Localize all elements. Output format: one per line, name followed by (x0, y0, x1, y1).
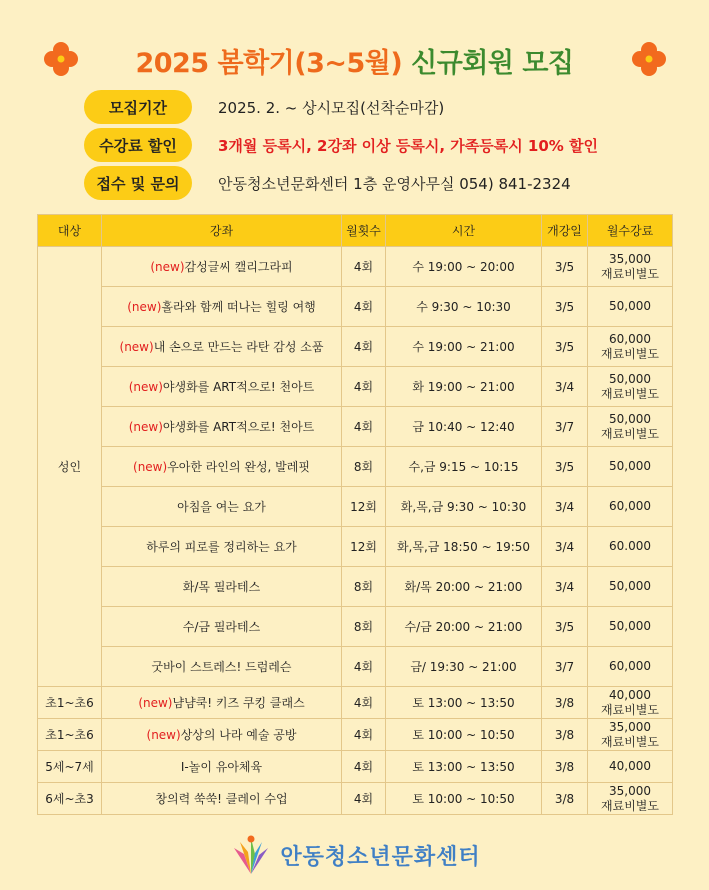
cell-count: 8회 (342, 567, 386, 607)
course-name: 내 손으로 만드는 라탄 감성 소품 (153, 340, 324, 354)
course-name: 상상의 나라 예술 공방 (180, 728, 297, 742)
cell-course (102, 447, 342, 487)
course-table (37, 214, 673, 815)
cell-count: 4회 (342, 647, 386, 687)
cell-start: 3/5 (542, 247, 588, 287)
table-row (38, 407, 673, 447)
info-text-discount: 3개월 등록시, 2강좌 이상 등록시, 가족등록시 10% 할인 (218, 136, 599, 155)
info-row-period (84, 90, 644, 124)
cell-time: 금 10:40 ~ 12:40 (386, 407, 542, 447)
page-title-row (0, 30, 709, 90)
fee-value: 60,000 (609, 499, 651, 513)
cell-start: 3/8 (542, 687, 588, 719)
info-row-discount (84, 128, 644, 162)
flower-icon (632, 42, 666, 76)
cell-start: 3/8 (542, 719, 588, 751)
course-name: 야생화를 ART적으로! 천아트 (162, 420, 315, 434)
cell-count: 4회 (342, 287, 386, 327)
cell-fee (588, 527, 673, 567)
info-label-discount: 수강료 할인 (84, 128, 192, 162)
course-name: 화/목 필라테스 (182, 580, 261, 594)
new-tag: (new) (133, 460, 168, 474)
cell-course (102, 327, 342, 367)
cell-count: 4회 (342, 327, 386, 367)
cell-course (102, 407, 342, 447)
course-name: 굿바이 스트레스! 드럼레슨 (151, 660, 292, 674)
fee-value: 35,000 (609, 251, 651, 266)
cell-count: 4회 (342, 367, 386, 407)
cell-count: 12회 (342, 487, 386, 527)
cell-fee (588, 607, 673, 647)
cell-count: 8회 (342, 607, 386, 647)
cell-count: 4회 (342, 247, 386, 287)
fee-value: 35,000 (609, 719, 651, 734)
course-name: 창의력 쑥쑥! 클레이 수업 (155, 792, 288, 806)
cell-start: 3/4 (542, 367, 588, 407)
footer-logo (0, 830, 709, 880)
cell-start: 3/5 (542, 447, 588, 487)
cell-fee (588, 783, 673, 815)
cell-time: 토 10:00 ~ 10:50 (386, 719, 542, 751)
cell-time: 수 19:00 ~ 21:00 (386, 327, 542, 367)
course-name: 냠냠쿡! 키즈 쿠킹 클래스 (172, 696, 305, 710)
cell-time: 화 19:00 ~ 21:00 (386, 367, 542, 407)
table-row (38, 719, 673, 751)
new-tag: (new) (127, 300, 162, 314)
table-row (38, 447, 673, 487)
table-row (38, 287, 673, 327)
course-name: 감성글씨 캘리그라피 (184, 260, 293, 274)
cell-start: 3/5 (542, 287, 588, 327)
cell-count: 8회 (342, 447, 386, 487)
table-row (38, 487, 673, 527)
cell-course (102, 367, 342, 407)
cell-start: 3/7 (542, 647, 588, 687)
cell-fee (588, 287, 673, 327)
cell-course (102, 751, 342, 783)
cell-fee (588, 719, 673, 751)
cell-start: 3/8 (542, 751, 588, 783)
table-row (38, 751, 673, 783)
cell-time: 토 13:00 ~ 13:50 (386, 687, 542, 719)
info-label-contact: 접수 및 문의 (84, 166, 192, 200)
new-tag: (new) (128, 420, 163, 434)
fee-value: 60,000 (609, 659, 651, 673)
cell-time: 수 9:30 ~ 10:30 (386, 287, 542, 327)
fee-note: 재료비별도 (601, 386, 659, 401)
fee-value: 50,000 (609, 579, 651, 593)
fee-note: 재료비별도 (601, 266, 659, 281)
course-name: I-놀이 유아체육 (180, 760, 263, 774)
flower-hands-logo-icon (228, 834, 274, 876)
cell-count: 4회 (342, 719, 386, 751)
new-tag: (new) (119, 340, 154, 354)
cell-time: 화,목,금 9:30 ~ 10:30 (386, 487, 542, 527)
table-row (38, 607, 673, 647)
table-row (38, 647, 673, 687)
cell-course (102, 647, 342, 687)
course-name: 수/금 필라테스 (182, 620, 261, 634)
cell-course (102, 247, 342, 287)
table-header-row (38, 215, 673, 247)
cell-start: 3/4 (542, 527, 588, 567)
cell-target: 6세~초3 (38, 783, 102, 815)
cell-fee (588, 487, 673, 527)
cell-start: 3/5 (542, 327, 588, 367)
course-name: 홀라와 함께 떠나는 힐링 여행 (161, 300, 316, 314)
fee-note: 재료비별도 (601, 426, 659, 441)
cell-time: 수/금 20:00 ~ 21:00 (386, 607, 542, 647)
cell-fee (588, 687, 673, 719)
header-fee: 월수강료 (588, 215, 673, 247)
info-text-contact: 안동청소년문화센터 1층 운영사무실 054) 841-2324 (218, 174, 571, 193)
header-start: 개강일 (542, 215, 588, 247)
cell-fee (588, 327, 673, 367)
fee-value: 60,000 (609, 331, 651, 346)
cell-fee (588, 247, 673, 287)
cell-count: 4회 (342, 751, 386, 783)
cell-start: 3/7 (542, 407, 588, 447)
cell-target: 초1~초6 (38, 687, 102, 719)
fee-note: 재료비별도 (601, 346, 659, 361)
fee-note: 재료비별도 (601, 798, 659, 813)
cell-start: 3/8 (542, 783, 588, 815)
cell-fee (588, 751, 673, 783)
course-name: 우아한 라인의 완성, 발레핏 (167, 460, 310, 474)
info-text-period: 2025. 2. ~ 상시모집(선착순마감) (218, 98, 445, 117)
fee-value: 50,000 (609, 459, 651, 473)
cell-course (102, 567, 342, 607)
cell-target: 5세~7세 (38, 751, 102, 783)
table-row (38, 247, 673, 287)
title-part2: 신규회원 모집 (411, 47, 574, 79)
cell-course (102, 287, 342, 327)
cell-target: 성인 (38, 247, 102, 687)
fee-value: 60.000 (609, 539, 651, 553)
course-name: 아침을 여는 요가 (177, 500, 266, 514)
fee-value: 40,000 (609, 687, 651, 702)
fee-value: 50,000 (609, 411, 651, 426)
fee-value: 50,000 (609, 619, 651, 633)
cell-course (102, 687, 342, 719)
info-label-period: 모집기간 (84, 90, 192, 124)
table-row (38, 327, 673, 367)
fee-note: 재료비별도 (601, 734, 659, 749)
cell-time: 토 10:00 ~ 10:50 (386, 783, 542, 815)
cell-time: 토 13:00 ~ 13:50 (386, 751, 542, 783)
table-row (38, 567, 673, 607)
logo-text: 안동청소년문화센터 (280, 844, 481, 870)
cell-count: 4회 (342, 783, 386, 815)
table-row (38, 687, 673, 719)
table-row (38, 367, 673, 407)
cell-time: 수,금 9:15 ~ 10:15 (386, 447, 542, 487)
cell-fee (588, 567, 673, 607)
cell-course (102, 487, 342, 527)
header-time: 시간 (386, 215, 542, 247)
header-count: 월횟수 (342, 215, 386, 247)
course-name: 야생화를 ART적으로! 천아트 (162, 380, 315, 394)
info-row-contact (84, 166, 644, 200)
fee-value: 50,000 (609, 299, 651, 313)
title-part1: 2025 봄학기(3~5월) (135, 47, 403, 79)
new-tag: (new) (150, 260, 185, 274)
cell-start: 3/5 (542, 607, 588, 647)
cell-course (102, 719, 342, 751)
cell-count: 12회 (342, 527, 386, 567)
fee-value: 40,000 (609, 759, 651, 773)
cell-course (102, 783, 342, 815)
new-tag: (new) (146, 728, 181, 742)
cell-target: 초1~초6 (38, 719, 102, 751)
cell-time: 금/ 19:30 ~ 21:00 (386, 647, 542, 687)
cell-time: 화/목 20:00 ~ 21:00 (386, 567, 542, 607)
cell-start: 3/4 (542, 487, 588, 527)
cell-count: 4회 (342, 407, 386, 447)
table-row (38, 527, 673, 567)
new-tag: (new) (128, 380, 163, 394)
cell-fee (588, 367, 673, 407)
fee-value: 50,000 (609, 371, 651, 386)
cell-count: 4회 (342, 687, 386, 719)
fee-note: 재료비별도 (601, 702, 659, 717)
cell-fee (588, 647, 673, 687)
cell-time: 수 19:00 ~ 20:00 (386, 247, 542, 287)
course-name: 하루의 피로를 정리하는 요가 (146, 540, 297, 554)
cell-fee (588, 447, 673, 487)
cell-start: 3/4 (542, 567, 588, 607)
cell-course (102, 527, 342, 567)
cell-fee (588, 407, 673, 447)
table-row (38, 783, 673, 815)
cell-course (102, 607, 342, 647)
header-course: 강좌 (102, 215, 342, 247)
header-target: 대상 (38, 215, 102, 247)
cell-time: 화,목,금 18:50 ~ 19:50 (386, 527, 542, 567)
new-tag: (new) (138, 696, 173, 710)
fee-value: 35,000 (609, 783, 651, 798)
flower-icon (44, 42, 78, 76)
page-title (135, 41, 573, 80)
